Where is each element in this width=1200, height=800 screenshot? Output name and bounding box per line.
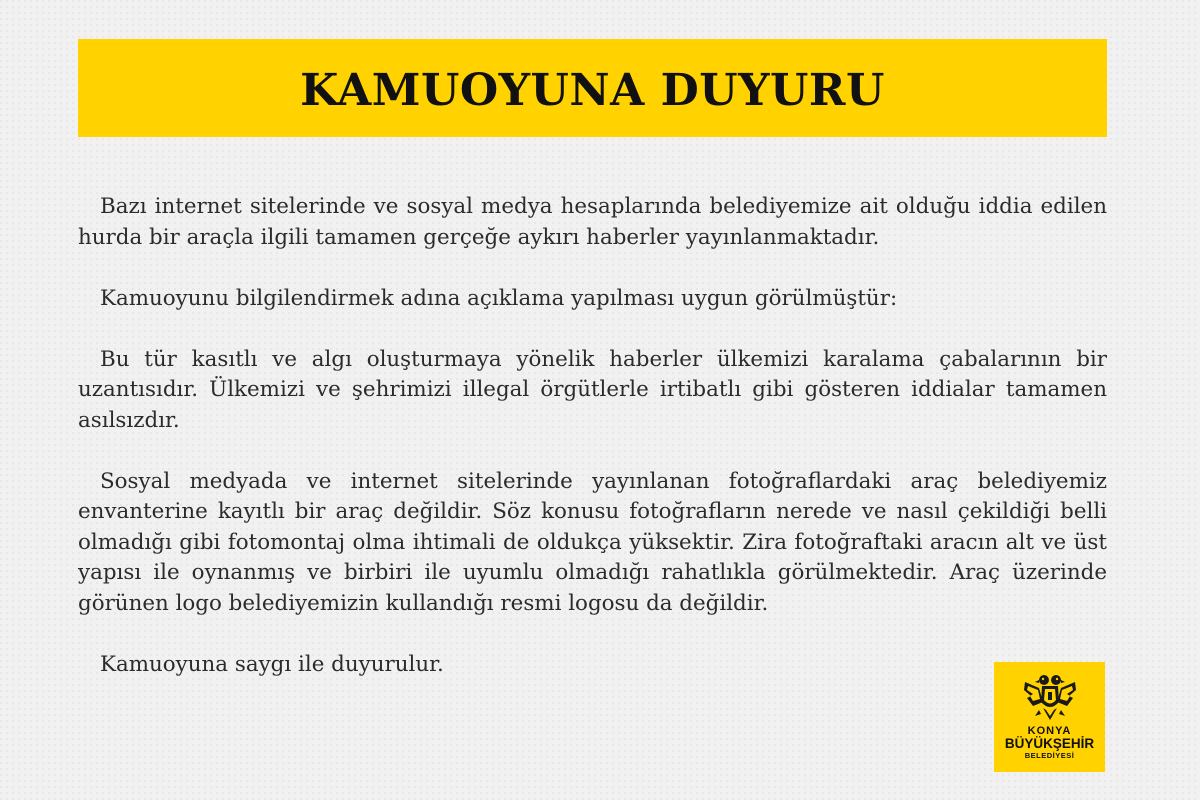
paragraph-5: Kamuoyuna saygı ile duyurulur. <box>100 651 444 677</box>
page-title: KAMUOYUNA DUYURU <box>300 64 885 116</box>
header-band <box>78 39 1107 137</box>
paragraph-3: Bu tür kasıtlı ve algı oluşturmaya yönelik haberler ülkemizi karalama çabalarının bir uzantısıdır. Ülkemizi ve şehrimizi illegal örgütlerle irtibatlı gibi gösteren iddialar tamamen asılsızdır. <box>78 346 1107 433</box>
municipality-logo <box>994 662 1105 772</box>
paragraph-1: Bazı internet sitelerinde ve sosyal medya hesaplarında belediyemize ait olduğu iddia edilen hurda bir araçla ilgili tamamen gerçeğe aykırı haberler yayınlanmaktadır. <box>78 194 1107 250</box>
logo-line-buyuksehir: BÜYÜKŞEHİR <box>1004 736 1095 751</box>
paragraph-2: Kamuoyunu bilgilendirmek adına açıklama yapılması uygun görülmüştür: <box>100 285 898 311</box>
logo-line-belediyesi: BELEDİYESİ <box>1024 751 1075 760</box>
logo-line-konya: KONYA <box>1027 725 1072 737</box>
double-headed-eagle-icon <box>1021 672 1079 724</box>
paragraph-4: Sosyal medyada ve internet sitelerinde yayınlanan fotoğraflardaki araç belediyemiz envanterine kayıtlı bir araç değildir. Söz konusu fotoğrafların nerede ve nasıl çekildiği belli olmadığı gibi fotomontaj olma ihtimali de oldukça yüksektir. Zira fotoğraftaki aracın alt ve üst yapısı ile oynanmış ve birbiri ile uyumlu olmadığı rahatlıkla görülmektedir. Araç üzerinde görünen logo belediyemizin kullandığı resmi logosu da değildir. <box>78 468 1107 616</box>
announcement-body <box>78 192 1107 680</box>
